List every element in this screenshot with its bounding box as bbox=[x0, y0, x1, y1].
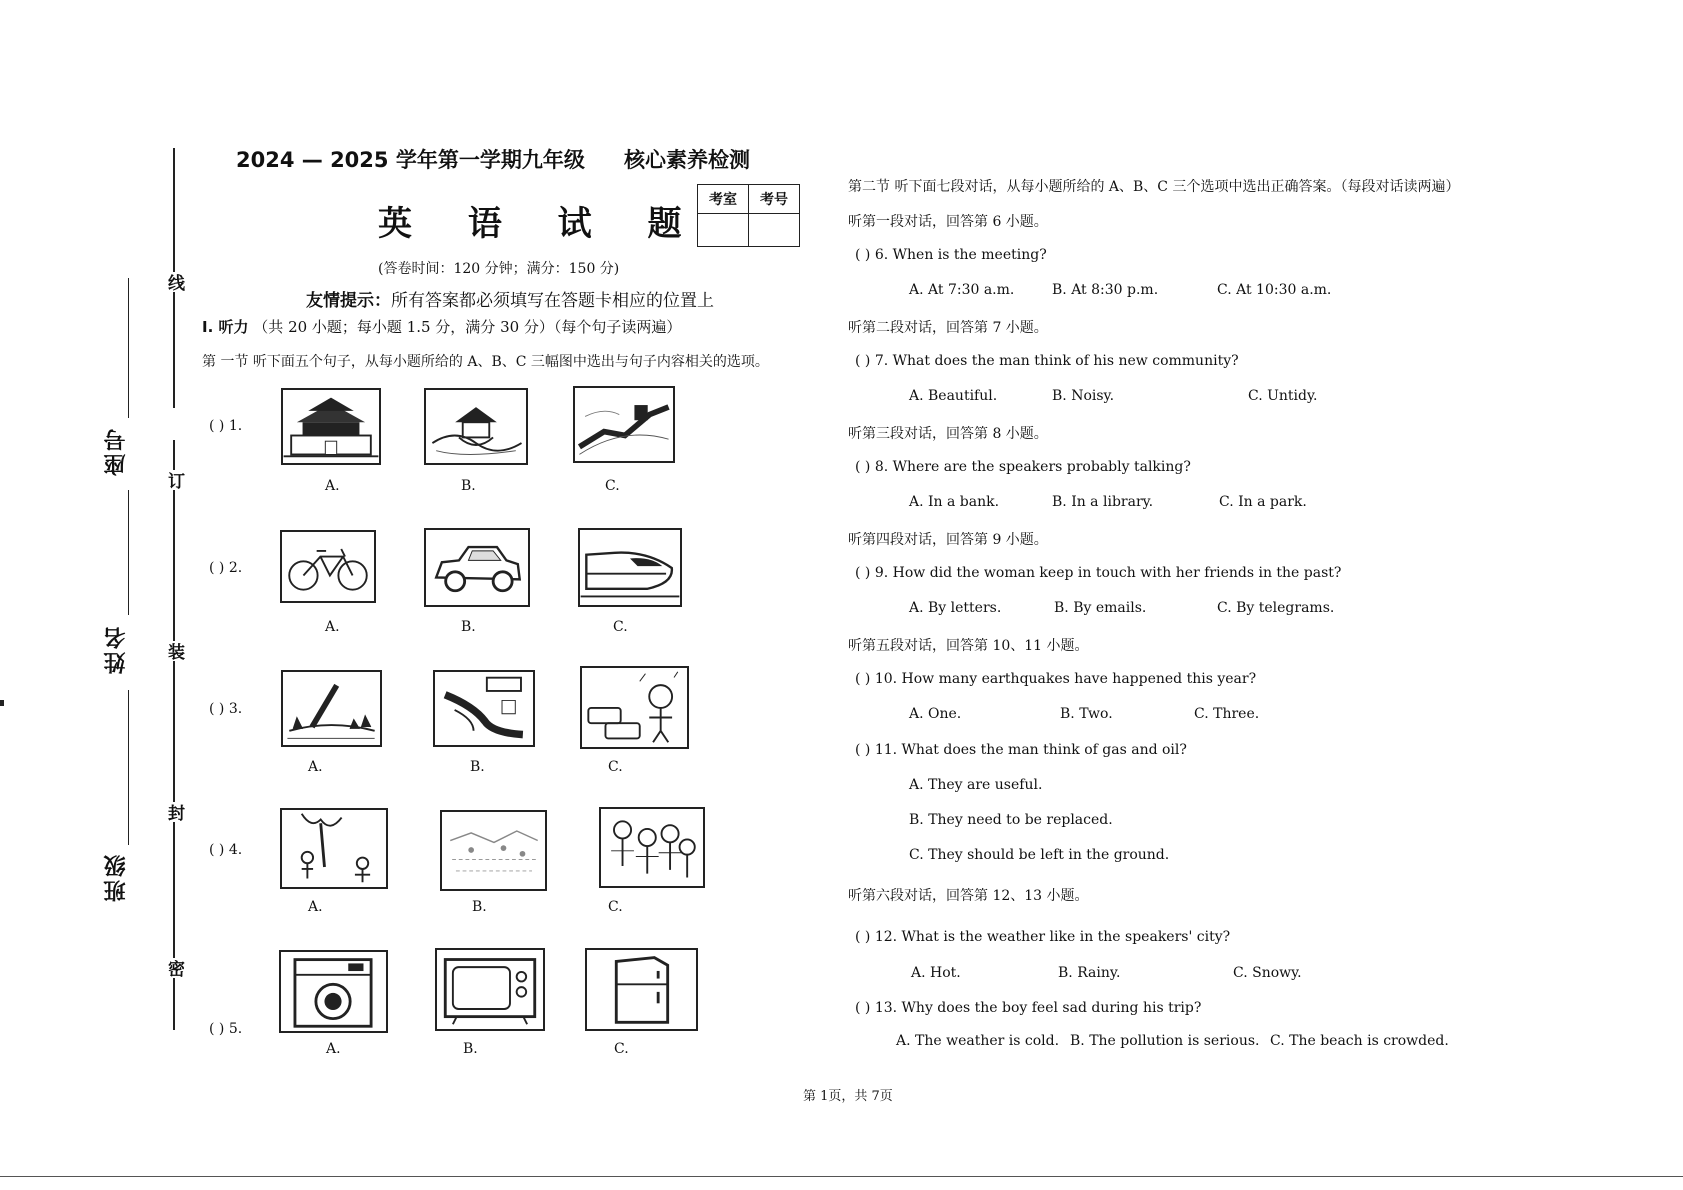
q6-option-b[interactable]: B. At 8:30 p.m. bbox=[1052, 282, 1159, 298]
q12-option-a[interactable]: A. Hot. bbox=[911, 965, 961, 981]
question-1-number[interactable]: ( ) 1. bbox=[209, 418, 243, 434]
refrigerator-icon[interactable] bbox=[585, 948, 698, 1031]
q5-option-a[interactable]: A. bbox=[326, 1041, 341, 1057]
bicycle-icon[interactable] bbox=[280, 530, 376, 603]
question-2-number[interactable]: ( ) 2. bbox=[209, 560, 243, 576]
q8-option-a[interactable]: A. In a bank. bbox=[909, 494, 1000, 510]
exam-room-label: 考室 bbox=[698, 185, 749, 214]
q4-option-a[interactable]: A. bbox=[308, 899, 323, 915]
section-heading bbox=[202, 316, 681, 337]
exam-title-core: 核心素养检测 bbox=[624, 148, 750, 172]
q4-option-b[interactable]: B. bbox=[472, 899, 487, 915]
q12-option-c[interactable]: C. Snowy. bbox=[1233, 965, 1302, 981]
q13-option-a[interactable]: A. The weather is cold. bbox=[896, 1033, 1060, 1049]
q1-option-a[interactable]: A. bbox=[325, 478, 340, 494]
margin-mark-feng: 封 bbox=[164, 803, 184, 821]
planting-trees-icon[interactable] bbox=[280, 808, 388, 889]
time-info: (答卷时间：120 分钟；满分：150 分) bbox=[378, 261, 620, 277]
q6-option-a[interactable]: A. At 7:30 a.m. bbox=[909, 282, 1015, 298]
exam-title: 2024 — 2025 学年第一学期九年级 bbox=[236, 148, 585, 172]
exam-room-field[interactable] bbox=[698, 214, 749, 247]
children-group-icon[interactable] bbox=[599, 807, 705, 888]
question-3-number[interactable]: ( ) 3. bbox=[209, 701, 243, 717]
television-icon[interactable] bbox=[435, 948, 545, 1031]
part2-instruction: 第二节 听下面七段对话，从每小题所给的 A、B、C 三个选项中选出正确答案。（每段对话读两遍） bbox=[848, 179, 1460, 195]
exam-number-label: 考号 bbox=[749, 185, 800, 214]
section-info: （共 20 小题；每小题 1.5 分，满分 30 分）（每个句子读两遍） bbox=[253, 318, 682, 336]
subject-title: 英 语 试 题 bbox=[378, 204, 704, 244]
tiananmen-icon[interactable] bbox=[281, 388, 381, 465]
park-scene-icon[interactable] bbox=[440, 810, 547, 891]
q9-option-a[interactable]: A. By letters. bbox=[909, 600, 1002, 616]
q7-option-c[interactable]: C. Untidy. bbox=[1248, 388, 1318, 404]
question-7[interactable]: ( ) 7. What does the man think of his new community? bbox=[855, 353, 1239, 369]
q12-option-b[interactable]: B. Rainy. bbox=[1058, 965, 1121, 981]
q10-option-c[interactable]: C. Three. bbox=[1194, 706, 1260, 722]
deforestation-icon[interactable] bbox=[281, 670, 382, 747]
q3-option-a[interactable]: A. bbox=[308, 759, 323, 775]
tip-label: 友情提示： bbox=[306, 291, 391, 311]
q11-option-b[interactable]: B. They need to be replaced. bbox=[909, 812, 1113, 828]
car-icon[interactable] bbox=[424, 528, 530, 607]
margin-mark-xian: 线 bbox=[164, 273, 184, 291]
q1-option-c[interactable]: C. bbox=[605, 478, 620, 494]
great-wall-icon[interactable] bbox=[573, 386, 675, 463]
train-icon[interactable] bbox=[578, 528, 682, 607]
q11-option-a[interactable]: A. They are useful. bbox=[909, 777, 1043, 793]
q2-option-c[interactable]: C. bbox=[613, 619, 628, 635]
question-8[interactable]: ( ) 8. Where are the speakers probably talking? bbox=[855, 459, 1191, 475]
washing-machine-icon[interactable] bbox=[279, 950, 388, 1033]
q13-option-c[interactable]: C. The beach is crowded. bbox=[1270, 1033, 1449, 1049]
seat-number-line[interactable] bbox=[128, 278, 129, 418]
dialogue-2-intro: 听第二段对话，回答第 7 小题。 bbox=[848, 320, 1048, 336]
dialogue-5-intro: 听第五段对话，回答第 10、11 小题。 bbox=[848, 638, 1089, 654]
margin-mark-ding: 订 bbox=[164, 471, 184, 489]
margin-mark-zhuang: 装 bbox=[164, 642, 184, 660]
friendly-tip bbox=[306, 286, 714, 311]
question-10[interactable]: ( ) 10. How many earthquakes have happened this year? bbox=[855, 671, 1257, 687]
question-6[interactable]: ( ) 6. When is the meeting? bbox=[855, 247, 1047, 263]
temple-icon[interactable] bbox=[424, 388, 528, 465]
margin-mark-mi: 密 bbox=[164, 959, 184, 977]
scan-mark bbox=[0, 700, 4, 706]
question-13[interactable]: ( ) 13. Why does the boy feel sad during his trip? bbox=[855, 1000, 1202, 1016]
dialogue-1-intro: 听第一段对话，回答第 6 小题。 bbox=[848, 214, 1048, 230]
page-number: 第 1页，共 7页 bbox=[803, 1089, 893, 1104]
name-label: 姓名 bbox=[103, 624, 129, 674]
q9-option-c[interactable]: C. By telegrams. bbox=[1217, 600, 1335, 616]
q10-option-b[interactable]: B. Two. bbox=[1060, 706, 1113, 722]
question-11[interactable]: ( ) 11. What does the man think of gas and oil? bbox=[855, 742, 1187, 758]
dialogue-3-intro: 听第三段对话，回答第 8 小题。 bbox=[848, 426, 1048, 442]
q4-option-c[interactable]: C. bbox=[608, 899, 623, 915]
q10-option-a[interactable]: A. One. bbox=[909, 706, 962, 722]
binding-line-middle bbox=[173, 440, 175, 1030]
q9-option-b[interactable]: B. By emails. bbox=[1054, 600, 1147, 616]
name-line[interactable] bbox=[128, 490, 129, 615]
class-line[interactable] bbox=[128, 690, 129, 845]
q3-option-c[interactable]: C. bbox=[608, 759, 623, 775]
question-5-number[interactable]: ( ) 5. bbox=[209, 1021, 243, 1037]
question-4-number[interactable]: ( ) 4. bbox=[209, 842, 243, 858]
q2-option-b[interactable]: B. bbox=[461, 619, 476, 635]
q1-option-b[interactable]: B. bbox=[461, 478, 476, 494]
q7-option-b[interactable]: B. Noisy. bbox=[1052, 388, 1115, 404]
traffic-jam-icon[interactable] bbox=[580, 666, 689, 749]
dialogue-4-intro: 听第四段对话，回答第 9 小题。 bbox=[848, 532, 1048, 548]
polluted-river-icon[interactable] bbox=[433, 670, 535, 747]
q3-option-b[interactable]: B. bbox=[470, 759, 485, 775]
question-9[interactable]: ( ) 9. How did the woman keep in touch with her friends in the past? bbox=[855, 565, 1342, 581]
q8-option-b[interactable]: B. In a library. bbox=[1052, 494, 1154, 510]
q2-option-a[interactable]: A. bbox=[325, 619, 340, 635]
q5-option-b[interactable]: B. bbox=[463, 1041, 478, 1057]
exam-number-field[interactable] bbox=[749, 214, 800, 247]
class-label: 班级 bbox=[103, 852, 129, 902]
q13-option-b[interactable]: B. The pollution is serious. bbox=[1070, 1033, 1260, 1049]
q6-option-c[interactable]: C. At 10:30 a.m. bbox=[1217, 282, 1332, 298]
q11-option-c[interactable]: C. They should be left in the ground. bbox=[909, 847, 1170, 863]
q7-option-a[interactable]: A. Beautiful. bbox=[909, 388, 998, 404]
question-12[interactable]: ( ) 12. What is the weather like in the speakers' city? bbox=[855, 929, 1231, 945]
tip-text: 所有答案都必须填写在答题卡相应的位置上 bbox=[391, 291, 714, 311]
exam-room-table bbox=[697, 184, 800, 247]
seat-number-label: 座号 bbox=[103, 426, 129, 476]
q8-option-c[interactable]: C. In a park. bbox=[1219, 494, 1307, 510]
dialogue-6-intro: 听第六段对话，回答第 12、13 小题。 bbox=[848, 888, 1089, 904]
q5-option-c[interactable]: C. bbox=[614, 1041, 629, 1057]
part1-instruction: 第 一节 听下面五个句子，从每小题所给的 A、B、C 三幅图中选出与句子内容相关的选项。 bbox=[202, 354, 769, 370]
section-roman: I. 听力 bbox=[202, 318, 249, 336]
page-edge-line bbox=[0, 1176, 1683, 1177]
